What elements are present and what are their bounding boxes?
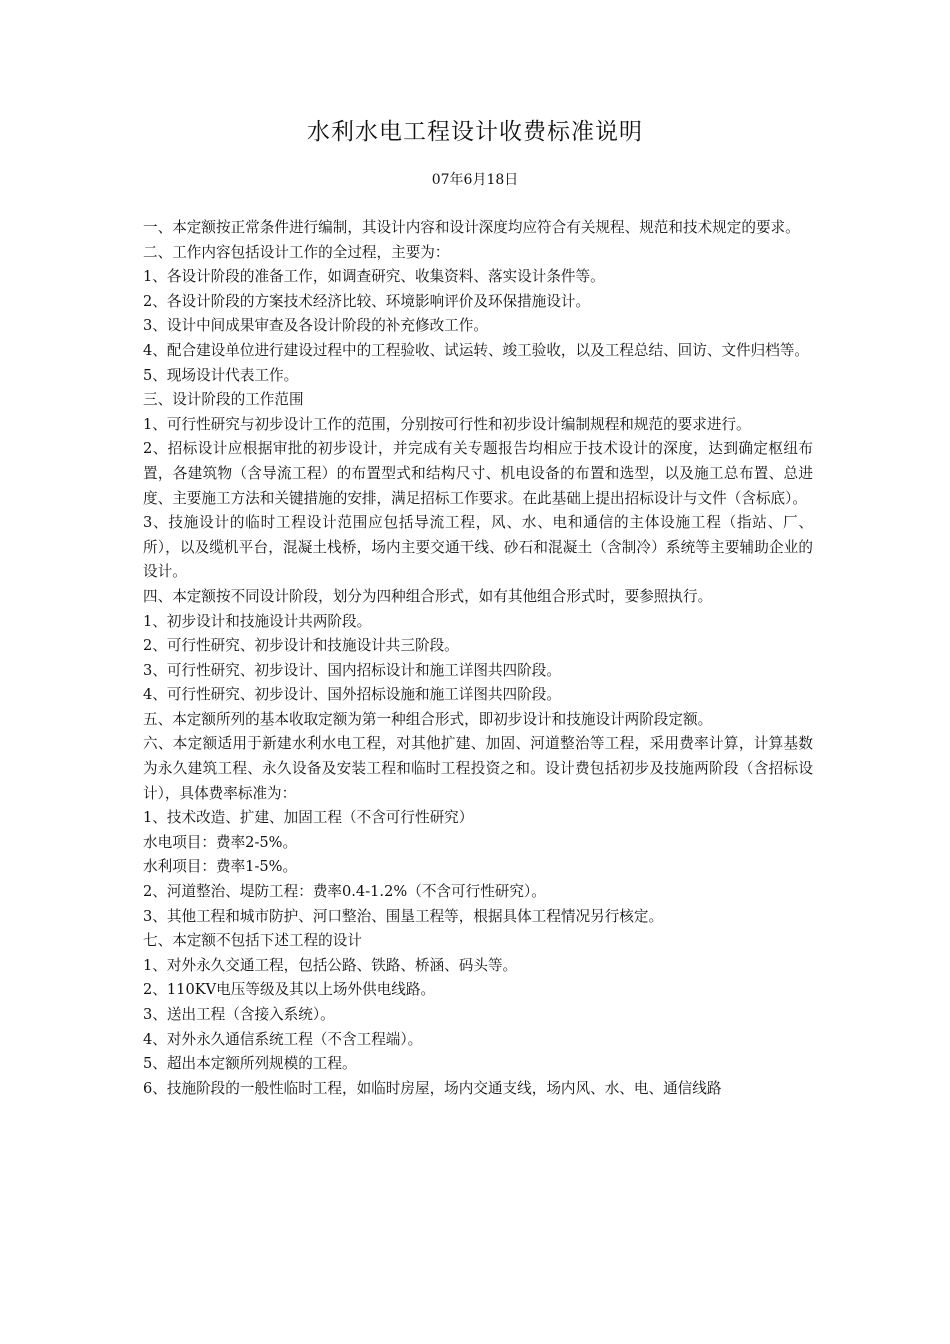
paragraph: 6、技施阶段的一般性临时工程，如临时房屋，场内交通支线，场内风、水、电、通信线路 xyxy=(143,1079,722,1097)
paragraph: 4、对外永久通信系统工程（不含工程端）。 xyxy=(143,1030,423,1048)
document-date: 07年6月18日 xyxy=(431,172,519,188)
paragraph: 2、各设计阶段的方案技术经济比较、环境影响评价及环保措施设计。 xyxy=(143,292,591,310)
paragraph: 七、本定额不包括下述工程的设计 xyxy=(143,932,362,950)
paragraph: 3、其他工程和城市防护、河口整治、围垦工程等，根据具体工程情况另行核定。 xyxy=(143,907,664,925)
document-title: 水利水电工程设计收费标准说明 xyxy=(307,119,643,145)
paragraph: 4、可行性研究、初步设计、国外招标设施和施工详图共四阶段。 xyxy=(143,686,561,704)
paragraph: 2、河道整治、堤防工程：费率0.4-1.2%（不含可行性研究）。 xyxy=(143,883,546,901)
paragraph: 2、110KV电压等级及其以上场外供电线路。 xyxy=(143,981,436,999)
paragraph: 1、对外永久交通工程，包括公路、铁路、桥涵、码头等。 xyxy=(143,956,518,974)
paragraph: 5、现场设计代表工作。 xyxy=(143,366,299,384)
paragraph: 四、本定额按不同设计阶段，划分为四种组合形式，如有其他组合形式时，要参照执行。 xyxy=(143,587,713,605)
paragraph: 3、送出工程（含接入系统）。 xyxy=(143,1006,335,1023)
paragraph: 五、本定额所列的基本收取定额为第一种组合形式，即初步设计和技施设计两阶段定额。 xyxy=(143,710,713,728)
paragraph: 3、可行性研究、初步设计、国内招标设计和施工详图共四阶段。 xyxy=(143,661,561,679)
paragraph: 水电项目：费率2-5%。 xyxy=(143,833,298,851)
paragraph: 1、技术改造、扩建、加固工程（不含可行性研究） xyxy=(143,809,474,827)
paragraph: 一、本定额按正常条件进行编制，其设计内容和设计深度均应符合有关规程、规范和技术规定的要求。 xyxy=(143,219,800,236)
paragraph: 2、可行性研究、初步设计和技施设计共三阶段。 xyxy=(143,637,459,655)
paragraph: 3、设计中间成果审查及各设计阶段的补充修改工作。 xyxy=(143,317,488,335)
paragraph: 4、配合建设单位进行建设过程中的工程验收、试运转、竣工验收，以及工程总结、回访、文件归档等。 xyxy=(143,341,810,359)
document-body xyxy=(143,216,813,1101)
paragraph: 5、超出本定额所列规模的工程。 xyxy=(143,1055,357,1073)
paragraph: 2、招标设计应根据审批的初步设计，并完成有关专题报告均相应于技术设计的深度，达到确定枢纽布置，各建筑物（含导流工程）的布置型式和结构尺寸、机电设备的布置和选型，以及施工总布置、总进度、主要施工方法和关键措施的安排，满足招标工作要求。在此基础上提出招标设计与文件（含标底）。 xyxy=(143,440,813,507)
paragraph: 六、本定额适用于新建水利水电工程，对其他扩建、加固、河道整治等工程，采用费率计算，计算基数为永久建筑工程、永久设备及安装工程和临时工程投资之和。设计费包括初步及技施两阶段（含招标设计），具体费率标准为： xyxy=(143,735,813,802)
paragraph: 二、工作内容包括设计工作的全过程，主要为： xyxy=(143,243,450,261)
paragraph: 1、各设计阶段的准备工作，如调查研究、收集资料、落实设计条件等。 xyxy=(143,268,605,286)
paragraph: 3、技施设计的临时工程设计范围应包括导流工程，风、水、电和通信的主体设施工程（指站、厂、所），以及缆机平台，混凝土栈桥，场内主要交通干线、砂石和混凝土（含制冷）系统等主要辅助企业的设计。 xyxy=(143,514,813,581)
paragraph: 水利项目：费率1-5%。 xyxy=(143,858,298,876)
paragraph: 1、初步设计和技施设计共两阶段。 xyxy=(143,612,372,630)
paragraph: 1、可行性研究与初步设计工作的范围，分别按可行性和初步设计编制规程和规范的要求进行。 xyxy=(143,415,751,433)
paragraph: 三、设计阶段的工作范围 xyxy=(143,391,304,409)
